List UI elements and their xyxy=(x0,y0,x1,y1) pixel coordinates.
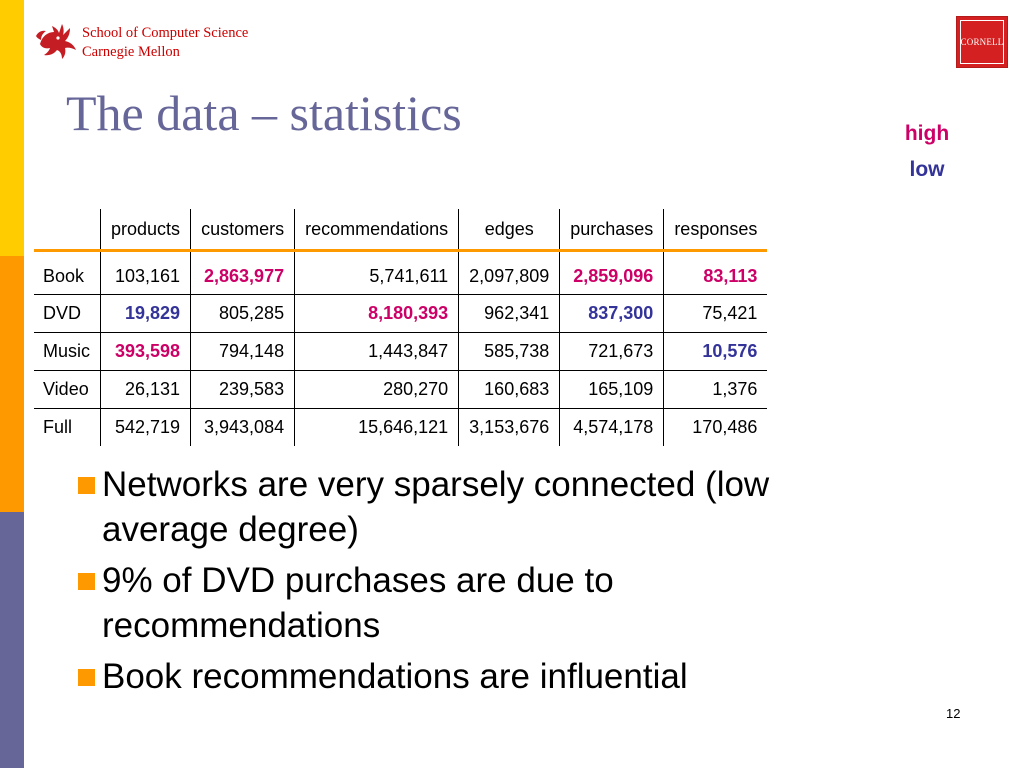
table-cell: 5,741,611 xyxy=(295,251,459,295)
table-row xyxy=(34,371,767,409)
header-cell-recommendations: recommendations xyxy=(295,209,459,251)
table-header-row xyxy=(34,209,767,251)
school-line-1: School of Computer Science xyxy=(82,25,249,41)
table-cell: 585,738 xyxy=(459,333,560,371)
table-cell: 721,673 xyxy=(560,333,664,371)
row-label: Full xyxy=(43,417,73,437)
header-cell-edges: edges xyxy=(459,209,560,251)
table-cell: 962,341 xyxy=(459,295,560,333)
table-cell: 1,376 xyxy=(664,371,768,409)
cornell-logo-icon xyxy=(956,16,1008,68)
header-cell-customers: customers xyxy=(191,209,295,251)
table-row xyxy=(34,409,767,447)
table-cell: 837,300 xyxy=(560,295,664,333)
table-cell: 83,113 xyxy=(664,251,768,295)
school-name xyxy=(82,24,248,62)
table-cell: 280,270 xyxy=(295,371,459,409)
row-label: Music xyxy=(34,333,101,371)
table-cell: 2,863,977 xyxy=(191,251,295,295)
legend-low: low xyxy=(909,158,945,181)
table-row xyxy=(34,251,767,295)
table-cell: 160,683 xyxy=(459,371,560,409)
table-cell: 4,574,178 xyxy=(560,409,664,447)
square-bullet-icon xyxy=(78,573,95,590)
griffin-logo-icon xyxy=(32,14,82,62)
bullet-text: Networks are very sparsely connected (low average degree) xyxy=(102,465,770,549)
table-row xyxy=(34,333,767,371)
table-cell: 393,598 xyxy=(101,333,191,371)
header-cell-responses: responses xyxy=(664,209,768,251)
table-cell: 10,576 xyxy=(664,333,768,371)
table-cell: 75,421 xyxy=(664,295,768,333)
table-cell: 805,285 xyxy=(191,295,295,333)
side-strip-yellow xyxy=(0,0,24,256)
statistics-table xyxy=(34,209,767,446)
row-label: DVD xyxy=(34,295,101,333)
cornell-logo-frame xyxy=(960,20,1004,64)
table-cell: 170,486 xyxy=(664,409,768,447)
row-label: Book xyxy=(34,251,101,295)
table-cell: 1,443,847 xyxy=(295,333,459,371)
school-line-2: Carnegie Mellon xyxy=(82,44,180,60)
header-cell-products: products xyxy=(101,209,191,251)
table-cell: 165,109 xyxy=(560,371,664,409)
header-cell-purchases: purchases xyxy=(560,209,664,251)
cornell-label: CORNELL xyxy=(960,37,1004,47)
row-label: Video xyxy=(34,371,101,409)
bullet-item xyxy=(78,462,818,552)
page-number: 12 xyxy=(946,706,961,721)
slide-title: The data – statistics xyxy=(66,85,462,141)
table-row xyxy=(34,295,767,333)
square-bullet-icon xyxy=(78,477,95,494)
side-strip-orange xyxy=(0,256,24,512)
table-body xyxy=(34,251,767,447)
table-cell: 239,583 xyxy=(191,371,295,409)
bullet-text: Book recommendations are influential xyxy=(102,657,688,696)
side-strip-purple xyxy=(0,512,24,768)
table-cell: 8,180,393 xyxy=(295,295,459,333)
header-cell-blank xyxy=(34,209,101,251)
table-cell: 15,646,121 xyxy=(295,409,459,447)
table-cell: 19,829 xyxy=(101,295,191,333)
bullet-item xyxy=(78,654,818,699)
table-cell: 26,131 xyxy=(101,371,191,409)
bullet-list xyxy=(78,462,818,705)
table-cell: 794,148 xyxy=(191,333,295,371)
table-cell: 2,097,809 xyxy=(459,251,560,295)
bullet-item xyxy=(78,558,818,648)
legend-high: high xyxy=(904,122,950,145)
table-cell: 542,719 xyxy=(101,409,191,447)
table-cell: 103,161 xyxy=(101,251,191,295)
square-bullet-icon xyxy=(78,669,95,686)
table-cell: 2,859,096 xyxy=(560,251,664,295)
table-cell: 3,943,084 xyxy=(191,409,295,447)
table-cell: 3,153,676 xyxy=(459,409,560,447)
bullet-text: 9% of DVD purchases are due to recommendations xyxy=(102,561,614,645)
legend xyxy=(880,116,974,188)
